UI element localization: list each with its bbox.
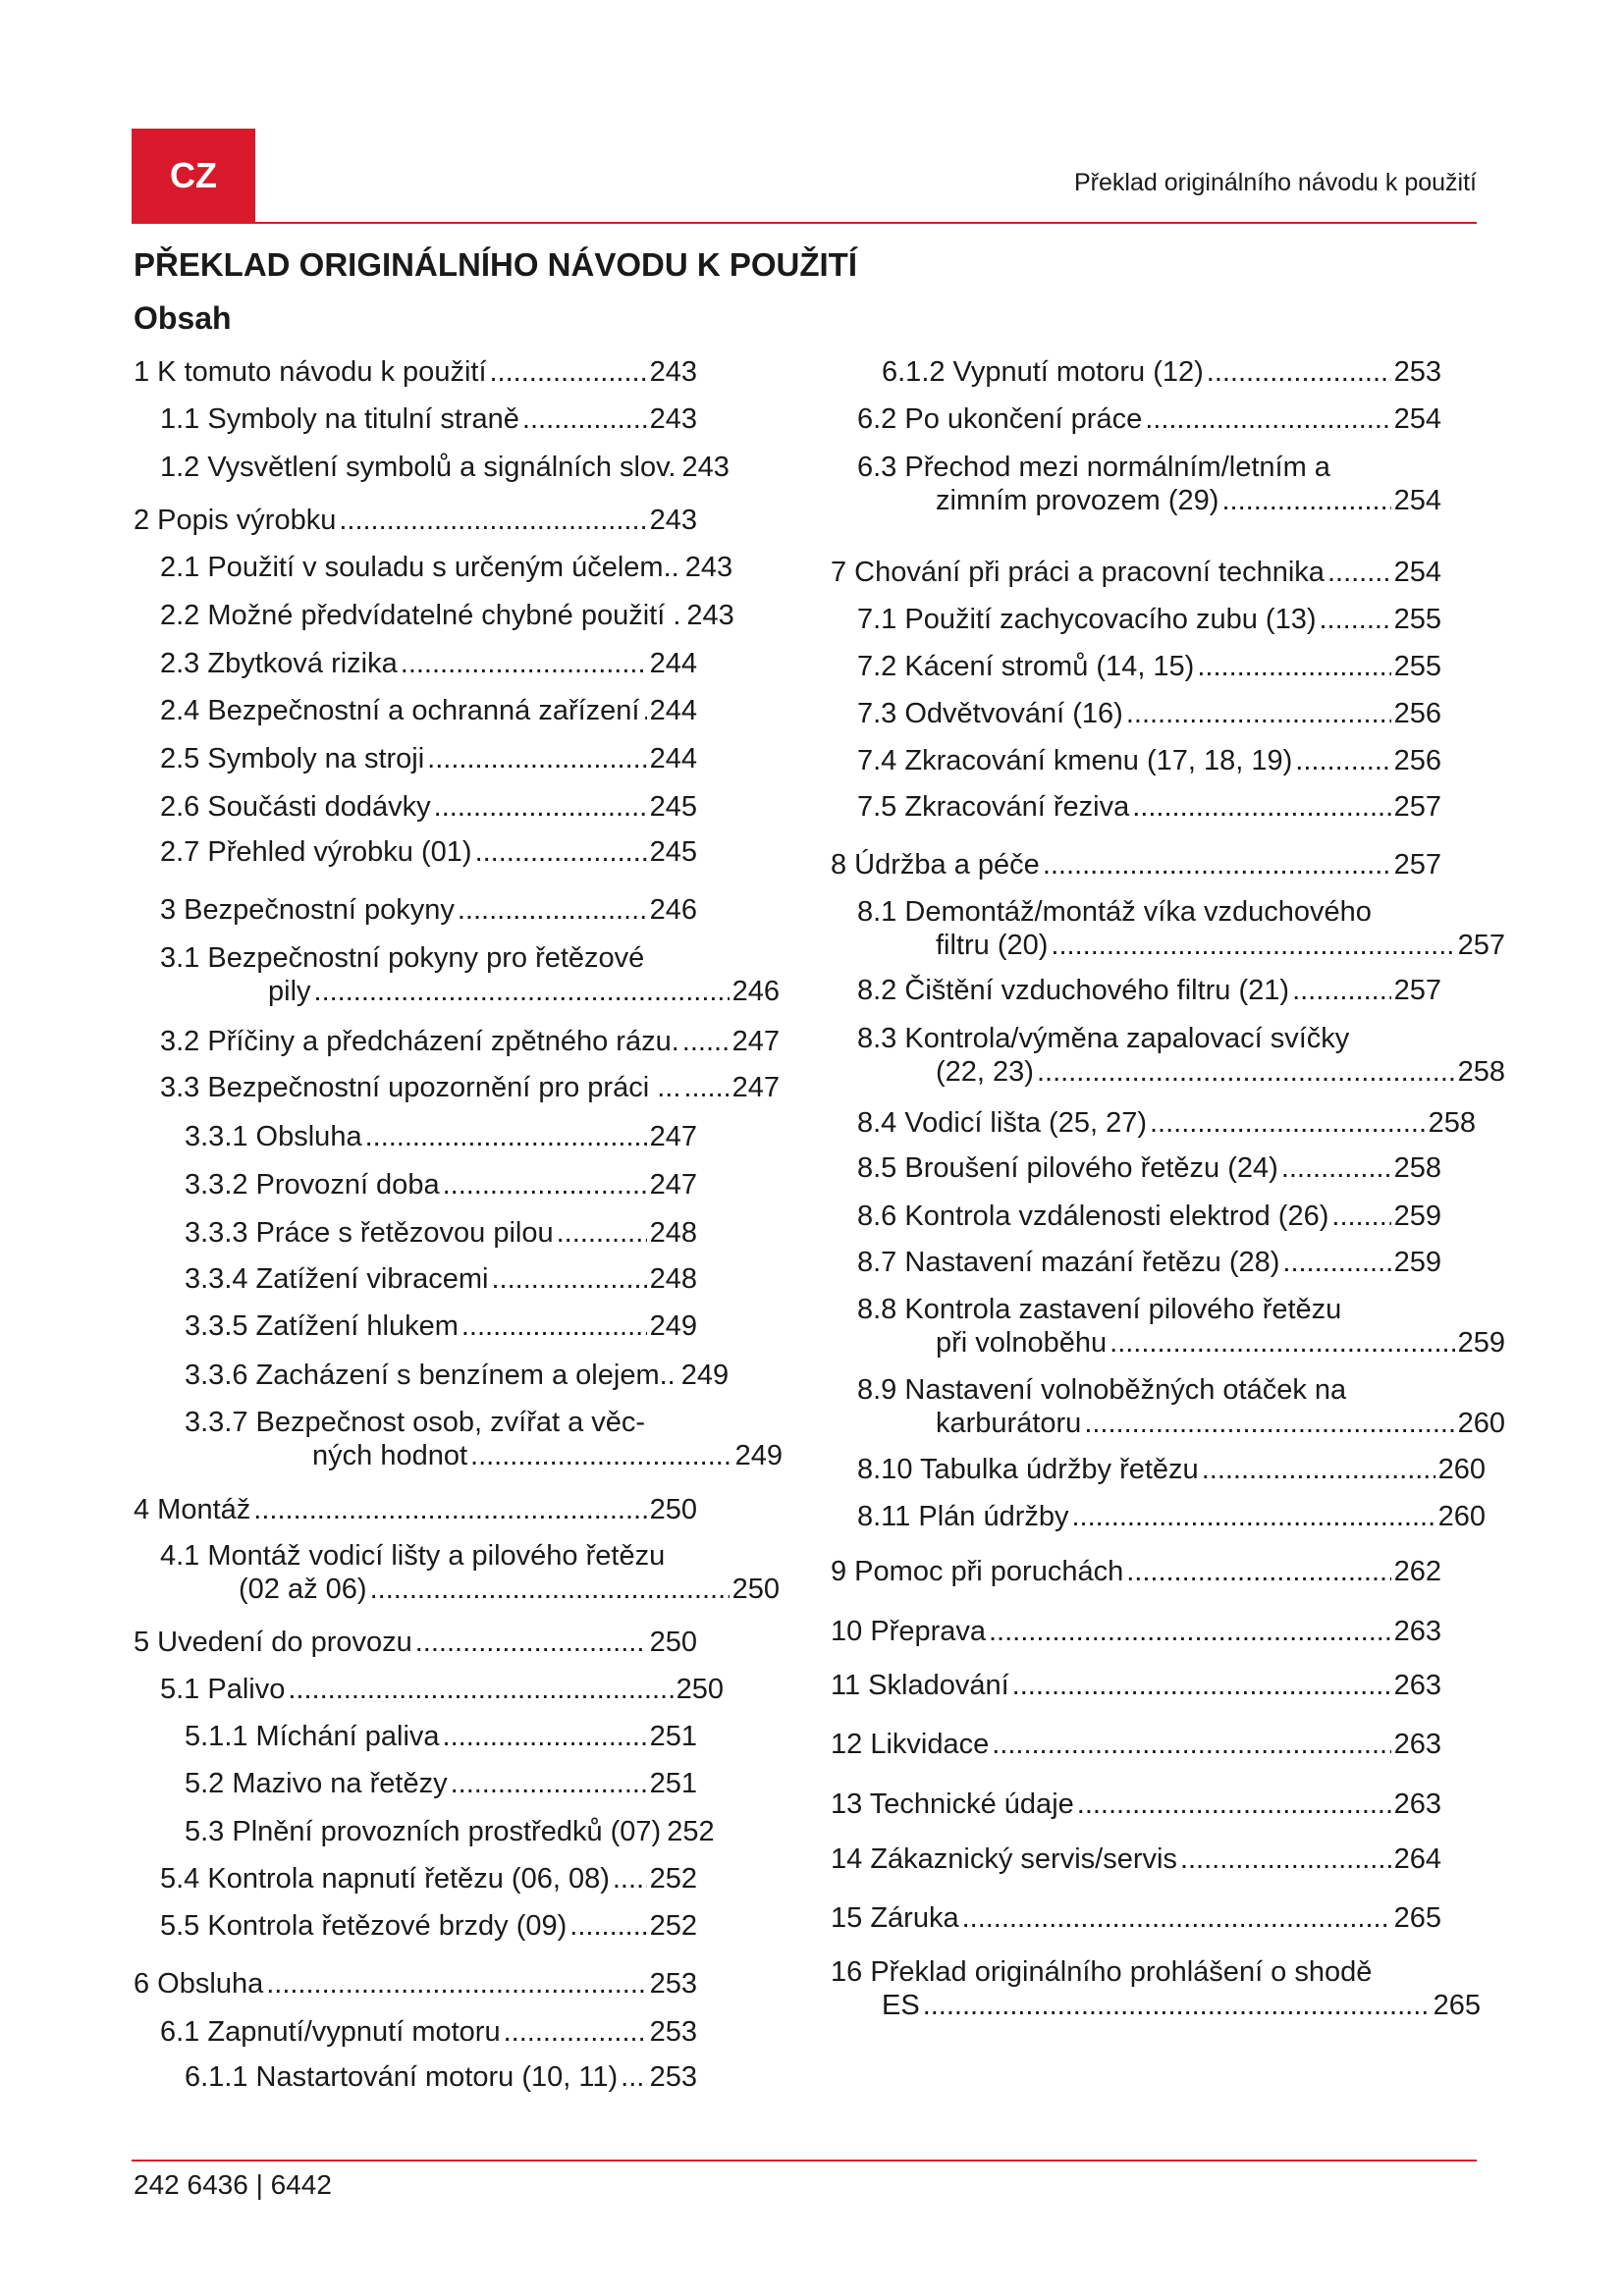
toc-page-number: 247 <box>649 1169 697 1201</box>
toc-entry-12 <box>831 1728 1441 1761</box>
toc-page-number: 259 <box>1457 1327 1505 1359</box>
toc-page-number: 263 <box>1393 1789 1441 1820</box>
leader-dots <box>557 1216 647 1250</box>
toc-entry-6-3 <box>857 451 1441 517</box>
toc-entry-title: 6.3 Přechod mezi normálním/letním a <box>857 452 1330 483</box>
toc-entry-title: 7.5 Zkracování řeziva <box>857 791 1130 823</box>
toc-entry-6-1-2 <box>882 355 1441 389</box>
toc-page-number: 244 <box>649 648 697 679</box>
toc-entry-title: 6.1.2 Vypnutí motoru (12) <box>882 356 1204 388</box>
toc-page-number: 243 <box>686 600 734 631</box>
toc-page-number: 263 <box>1393 1729 1441 1760</box>
leader-dots <box>475 835 647 869</box>
leader-dots <box>992 1728 1390 1761</box>
toc-entry-3-3-4 <box>185 1262 697 1296</box>
toc-entry-title: 11 Skladování <box>831 1670 1009 1701</box>
toc-page-number: 247 <box>649 1121 697 1152</box>
toc-page-number: 245 <box>649 791 697 823</box>
leader-dots <box>569 1909 646 1943</box>
toc-entry-title: 8.3 Kontrola/výměna zapalovací svíčky <box>857 1023 1350 1054</box>
toc-page-number: 250 <box>731 1574 780 1605</box>
toc-entry-4 <box>134 1493 697 1526</box>
toc-page-number: 251 <box>649 1768 697 1799</box>
leader-dots <box>1072 1500 1435 1533</box>
leader-dots <box>1051 929 1454 962</box>
toc-entry-title: 2.5 Symboly na stroji <box>160 743 425 774</box>
toc-entry-2-3 <box>160 647 697 680</box>
leader-dots <box>470 1439 732 1472</box>
toc-entry-15 <box>831 1901 1441 1935</box>
leader-dots <box>962 1901 1391 1935</box>
toc-entry-title: 1 K tomuto návodu k použití <box>134 356 487 388</box>
toc-entry-7-1 <box>857 603 1441 636</box>
leader-dots <box>1110 1326 1454 1360</box>
toc-entry-14 <box>831 1842 1441 1876</box>
toc-entry-7-2 <box>857 650 1441 683</box>
toc-entry-title: 2 Popis výrobku <box>134 505 337 536</box>
toc-entry-title-continuation: ných hodnot <box>312 1440 468 1471</box>
toc-entry-8-3 <box>857 1022 1505 1089</box>
toc-page-number: 254 <box>1393 557 1441 588</box>
toc-entry-6-2 <box>857 402 1441 436</box>
toc-entry-4-1 <box>160 1539 780 1606</box>
toc-entry-1-2 <box>160 451 730 484</box>
footer-divider <box>132 2160 1477 2162</box>
toc-entry-title: 8.7 Nastavení mazání řetězu (28) <box>857 1247 1280 1278</box>
leader-dots <box>339 504 646 537</box>
leader-dots <box>288 1673 673 1706</box>
leader-dots <box>621 2060 646 2094</box>
leader-dots <box>1132 790 1390 824</box>
toc-entry-8-9 <box>857 1373 1505 1440</box>
leader-dots <box>1150 1106 1426 1140</box>
leader-dots <box>1202 1453 1435 1486</box>
toc-page-number: 243 <box>681 452 730 483</box>
toc-entry-title: 3.3 Bezpečnostní upozornění pro práci ... <box>160 1072 681 1103</box>
toc-entry-5 <box>134 1626 697 1659</box>
toc-page-number: 258 <box>1457 1056 1505 1088</box>
toc-entry-title: 5.5 Kontrola řetězové brzdy (09) <box>160 1910 568 1942</box>
toc-page-number: 253 <box>649 2061 697 2093</box>
leader-dots <box>451 1767 647 1800</box>
leader-dots <box>923 1989 1431 2022</box>
leader-dots <box>1126 697 1391 730</box>
toc-entry-title-continuation: při volnoběhu <box>936 1327 1108 1359</box>
toc-entry-title-continuation: (02 až 06) <box>239 1574 367 1605</box>
toc-page-number: 250 <box>649 1627 697 1658</box>
toc-entry-3-2 <box>160 1025 780 1058</box>
header-divider <box>132 222 1477 224</box>
toc-page-number: 252 <box>649 1863 697 1895</box>
footer-doc-code: 242 6436 | 6442 <box>134 2169 332 2200</box>
leader-dots <box>1077 1788 1391 1821</box>
toc-entry-title: 5.3 Plnění provozních prostředků (07) <box>185 1816 662 1847</box>
leader-dots <box>1327 556 1391 589</box>
toc-entry-8-4 <box>857 1106 1476 1140</box>
toc-entry-7-5 <box>857 790 1441 824</box>
toc-entry-title: 1.1 Symboly na titulní straně <box>160 403 519 435</box>
leader-dots <box>1295 744 1390 777</box>
toc-page-number: 254 <box>1393 403 1441 435</box>
leader-dots <box>1281 1151 1391 1185</box>
leader-dots <box>365 1120 647 1153</box>
toc-entry-title: 8.2 Čištění vzduchového filtru (21) <box>857 975 1290 1006</box>
leader-dots <box>314 975 730 1008</box>
leader-dots <box>415 1626 647 1659</box>
toc-entry-title: 8.4 Vodicí lišta (25, 27) <box>857 1107 1147 1139</box>
toc-page-number: 243 <box>684 552 733 583</box>
toc-page-number: 246 <box>649 894 697 926</box>
toc-page-number: 249 <box>734 1440 783 1471</box>
toc-entry-title: 10 Přeprava <box>831 1616 986 1647</box>
leader-dots <box>642 694 646 727</box>
toc-entry-11 <box>831 1669 1441 1702</box>
toc-entry-3-3-3 <box>185 1216 697 1250</box>
toc-page-number: 258 <box>1428 1107 1476 1139</box>
toc-entry-title: 2.4 Bezpečnostní a ochranná zařízení <box>160 695 640 726</box>
leader-dots <box>1207 355 1391 389</box>
toc-entry-6 <box>134 1967 697 2001</box>
toc-entry-title: 3.3.7 Bezpečnost osob, zvířat a věc- <box>185 1407 646 1438</box>
toc-page-number: 257 <box>1457 930 1505 961</box>
toc-entry-title: 14 Zákaznický servis/servis <box>831 1843 1177 1875</box>
toc-page-number: 256 <box>1393 698 1441 729</box>
toc-entry-title: 4 Montáž <box>134 1494 251 1525</box>
toc-entry-title-continuation: (22, 23) <box>936 1056 1034 1088</box>
leader-dots <box>443 1168 647 1201</box>
toc-page-number: 257 <box>1393 849 1441 881</box>
toc-entry-5-2 <box>185 1767 697 1800</box>
leader-dots <box>434 790 647 824</box>
toc-entry-title: 2.7 Přehled výrobku (01) <box>160 836 472 868</box>
toc-entry-10 <box>831 1615 1441 1648</box>
toc-entry-title: 16 Překlad originálního prohlášení o shodě <box>831 1956 1373 1988</box>
leader-dots <box>491 1262 646 1296</box>
toc-entry-title: 4.1 Montáž vodicí lišty a pilového řetězu <box>160 1540 666 1572</box>
leader-dots <box>1331 1200 1390 1233</box>
toc-entry-title-continuation: ES <box>882 1990 920 2021</box>
toc-page-number: 248 <box>649 1263 697 1295</box>
toc-entry-8-10 <box>857 1453 1486 1486</box>
toc-entry-7 <box>831 556 1441 589</box>
toc-entry-title: 7.4 Zkracování kmenu (17, 18, 19) <box>857 745 1293 776</box>
leader-dots <box>1145 402 1390 436</box>
toc-entry-title: 6 Obsluha <box>134 1968 264 2000</box>
leader-dots <box>253 1493 646 1526</box>
toc-entry-title: 2.3 Zbytková rizika <box>160 648 398 679</box>
toc-entry-title: 8 Údržba a péče <box>831 849 1040 881</box>
toc-entry-title: 1.2 Vysvětlení symbolů a signálních slov. <box>160 452 677 483</box>
toc-heading: Obsah <box>134 300 232 336</box>
leader-dots <box>1292 974 1391 1007</box>
toc-entry-7-3 <box>857 697 1441 730</box>
toc-entry-16 <box>831 1955 1481 2022</box>
toc-entry-6-1-1 <box>185 2060 697 2094</box>
toc-entry-title: 8.5 Broušení pilového řetězu (24) <box>857 1152 1278 1184</box>
toc-entry-2-6 <box>160 790 697 824</box>
toc-entry-title: 9 Pomoc při poruchách <box>831 1556 1124 1587</box>
toc-page-number: 257 <box>1393 791 1441 823</box>
toc-entry-9 <box>831 1555 1441 1588</box>
toc-page-number: 249 <box>680 1360 730 1391</box>
toc-entry-title-continuation: filtru (20) <box>936 930 1049 961</box>
leader-dots <box>427 742 646 775</box>
toc-entry-title: 8.6 Kontrola vzdálenosti elektrod (26) <box>857 1201 1329 1232</box>
leader-dots <box>1037 1055 1455 1089</box>
toc-entry-8-11 <box>857 1500 1486 1533</box>
toc-page-number: 256 <box>1393 745 1441 776</box>
toc-entry-5-1 <box>160 1673 724 1706</box>
toc-page-number: 260 <box>1437 1501 1486 1532</box>
toc-entry-8-2 <box>857 974 1441 1007</box>
toc-page-number: 260 <box>1457 1408 1505 1439</box>
toc-entry-title: 7 Chování při práci a pracovní technika <box>831 557 1325 588</box>
toc-entry-title: 3.3.2 Provozní doba <box>185 1169 440 1201</box>
toc-entry-title: 3.3.4 Zatížení vibracemi <box>185 1263 489 1295</box>
toc-entry-title-continuation: karburátoru <box>936 1408 1082 1439</box>
leader-dots <box>1043 848 1391 881</box>
toc-entry-1-1 <box>160 402 697 436</box>
toc-entry-title-continuation: zimním provozem (29) <box>936 485 1219 516</box>
toc-entry-title: 2.1 Použití v souladu s určeným účelem.. <box>160 552 679 583</box>
toc-entry-2-5 <box>160 742 697 775</box>
toc-page-number: 245 <box>649 836 697 868</box>
toc-entry-title: 7.2 Kácení stromů (14, 15) <box>857 651 1195 682</box>
toc-entry-title: 5 Uvedení do provozu <box>134 1627 412 1658</box>
toc-page-number: 264 <box>1393 1843 1441 1875</box>
leader-dots <box>522 402 647 436</box>
toc-page-number: 244 <box>649 743 697 774</box>
leader-dots <box>1221 484 1390 517</box>
toc-entry-1 <box>134 355 697 389</box>
toc-entry-8-5 <box>857 1151 1441 1185</box>
toc-entry-title: 3 Bezpečnostní pokyny <box>160 894 455 926</box>
language-badge: CZ <box>132 129 255 223</box>
leader-dots <box>1126 1555 1390 1588</box>
toc-page-number: 249 <box>649 1310 697 1342</box>
leader-dots <box>1282 1246 1390 1279</box>
toc-entry-8-6 <box>857 1200 1441 1233</box>
toc-entry-title: 3.3.1 Obsluha <box>185 1121 362 1152</box>
toc-page-number: 247 <box>731 1072 780 1103</box>
toc-page-number: 248 <box>649 1217 697 1249</box>
toc-entry-5-3 <box>185 1815 715 1848</box>
toc-page-number: 253 <box>1393 356 1441 388</box>
toc-entry-8-7 <box>857 1246 1441 1279</box>
toc-page-number: 257 <box>1393 975 1441 1006</box>
toc-entry-5-5 <box>160 1909 697 1943</box>
leader-dots <box>1084 1407 1454 1440</box>
toc-entry-title-continuation: pily <box>268 976 311 1007</box>
toc-entry-3-1 <box>160 941 780 1008</box>
toc-entry-title: 6.1.1 Nastartování motoru (10, 11) <box>185 2061 619 2093</box>
leader-dots <box>461 1309 647 1343</box>
toc-entry-6-1 <box>160 2015 697 2049</box>
toc-entry-5-4 <box>160 1862 697 1896</box>
toc-entry-title: 7.1 Použití zachycovacího zubu (13) <box>857 604 1317 635</box>
toc-entry-title: 8.9 Nastavení volnoběžných otáček na <box>857 1374 1347 1406</box>
toc-page-number: 243 <box>649 356 697 388</box>
toc-page-number: 258 <box>1393 1152 1441 1184</box>
toc-entry-title: 5.4 Kontrola napnutí řetězu (06, 08) <box>160 1863 610 1895</box>
toc-entry-8-1 <box>857 895 1505 962</box>
toc-page-number: 262 <box>1393 1556 1441 1587</box>
leader-dots <box>1197 650 1390 683</box>
toc-page-number: 244 <box>649 695 697 726</box>
toc-entry-7-4 <box>857 744 1441 777</box>
toc-entry-title: 8.10 Tabulka údržby řetězu <box>857 1454 1199 1485</box>
leader-dots <box>490 355 647 389</box>
toc-page-number: 263 <box>1393 1670 1441 1701</box>
toc-page-number: 255 <box>1393 604 1441 635</box>
toc-entry-5-1-1 <box>185 1720 697 1753</box>
toc-page-number: 253 <box>649 2016 697 2048</box>
toc-entry-title: 3.3.3 Práce s řetězovou pilou <box>185 1217 554 1249</box>
toc-entry-title: 8.8 Kontrola zastavení pilového řetězu <box>857 1294 1342 1325</box>
toc-entry-8-8 <box>857 1293 1505 1360</box>
toc-entry-title: 5.1 Palivo <box>160 1674 286 1705</box>
toc-entry-title: 13 Technické údaje <box>831 1789 1074 1820</box>
leader-dots <box>989 1615 1391 1648</box>
toc-page-number: 253 <box>649 1968 697 2000</box>
leader-dots <box>682 1025 730 1058</box>
toc-entry-3-3-1 <box>185 1120 697 1153</box>
toc-entry-title: 7.3 Odvětvování (16) <box>857 698 1123 729</box>
toc-entry-title: 8.1 Demontáž/montáž víka vzduchového <box>857 896 1372 928</box>
leader-dots <box>370 1573 730 1606</box>
toc-page-number: 250 <box>649 1494 697 1525</box>
leader-dots <box>1319 603 1390 636</box>
leader-dots <box>458 893 647 927</box>
toc-page-number: 243 <box>649 505 697 536</box>
toc-entry-3-3 <box>160 1071 780 1104</box>
toc-page-number: 259 <box>1393 1201 1441 1232</box>
leader-dots <box>1012 1669 1391 1702</box>
toc-entry-title: 3.3.6 Zacházení s benzínem a olejem.. <box>185 1360 676 1391</box>
toc-entry-2-1 <box>160 551 733 584</box>
toc-page-number: 246 <box>731 976 780 1007</box>
toc-page-number: 250 <box>676 1674 724 1705</box>
toc-page-number: 265 <box>1433 1990 1481 2021</box>
toc-page-number: 263 <box>1393 1616 1441 1647</box>
toc-entry-8 <box>831 848 1441 881</box>
document-title: PŘEKLAD ORIGINÁLNÍHO NÁVODU K POUŽITÍ <box>134 246 858 283</box>
leader-dots <box>401 647 647 680</box>
toc-page-number: 260 <box>1437 1454 1486 1485</box>
toc-entry-title: 8.11 Plán údržby <box>857 1501 1069 1532</box>
toc-entry-2-2 <box>160 599 734 632</box>
toc-page-number: 243 <box>649 403 697 435</box>
leader-dots <box>504 2015 647 2049</box>
toc-entry-3-3-2 <box>185 1168 697 1201</box>
toc-entry-title: 3.3.5 Zatížení hlukem <box>185 1310 459 1342</box>
toc-entry-title: 3.2 Příčiny a předcházení zpětného rázu. <box>160 1026 679 1057</box>
leader-dots <box>266 1967 646 2001</box>
toc-page-number: 252 <box>649 1910 697 1942</box>
toc-entry-title: 5.2 Mazivo na řetězy <box>185 1768 448 1799</box>
header-title: Překlad originálního návodu k použití <box>1074 169 1477 196</box>
toc-entry-title: 3.1 Bezpečnostní pokyny pro řetězové <box>160 942 645 974</box>
toc-page-number: 251 <box>649 1721 697 1752</box>
toc-entry-3-3-6 <box>185 1359 730 1392</box>
toc-page-number: 255 <box>1393 651 1441 682</box>
toc-entry-title: 12 Likvidace <box>831 1729 990 1760</box>
leader-dots <box>683 1071 729 1104</box>
toc-entry-3 <box>160 893 697 927</box>
toc-entry-title: 5.1.1 Míchání paliva <box>185 1721 440 1752</box>
toc-entry-3-3-7 <box>185 1406 783 1472</box>
leader-dots <box>443 1720 647 1753</box>
toc-entry-title: 6.1 Zapnutí/vypnutí motoru <box>160 2016 501 2048</box>
toc-entry-2-4 <box>160 694 697 727</box>
toc-entry-13 <box>831 1788 1441 1821</box>
toc-entry-title: 2.2 Možné předvídatelné chybné použití . <box>160 600 681 631</box>
toc-page-number: 265 <box>1393 1902 1441 1934</box>
toc-page-number: 259 <box>1393 1247 1441 1278</box>
toc-entry-2-7 <box>160 835 697 869</box>
toc-entry-3-3-5 <box>185 1309 697 1343</box>
toc-entry-2 <box>134 504 697 537</box>
toc-page-number: 247 <box>731 1026 780 1057</box>
toc-entry-title: 15 Záruka <box>831 1902 959 1934</box>
leader-dots <box>1180 1842 1391 1876</box>
toc-entry-title: 6.2 Po ukončení práce <box>857 403 1143 435</box>
toc-entry-title: 2.6 Součásti dodávky <box>160 791 431 823</box>
toc-page-number: 254 <box>1393 485 1441 516</box>
leader-dots <box>613 1862 647 1896</box>
toc-page-number: 252 <box>667 1816 715 1847</box>
